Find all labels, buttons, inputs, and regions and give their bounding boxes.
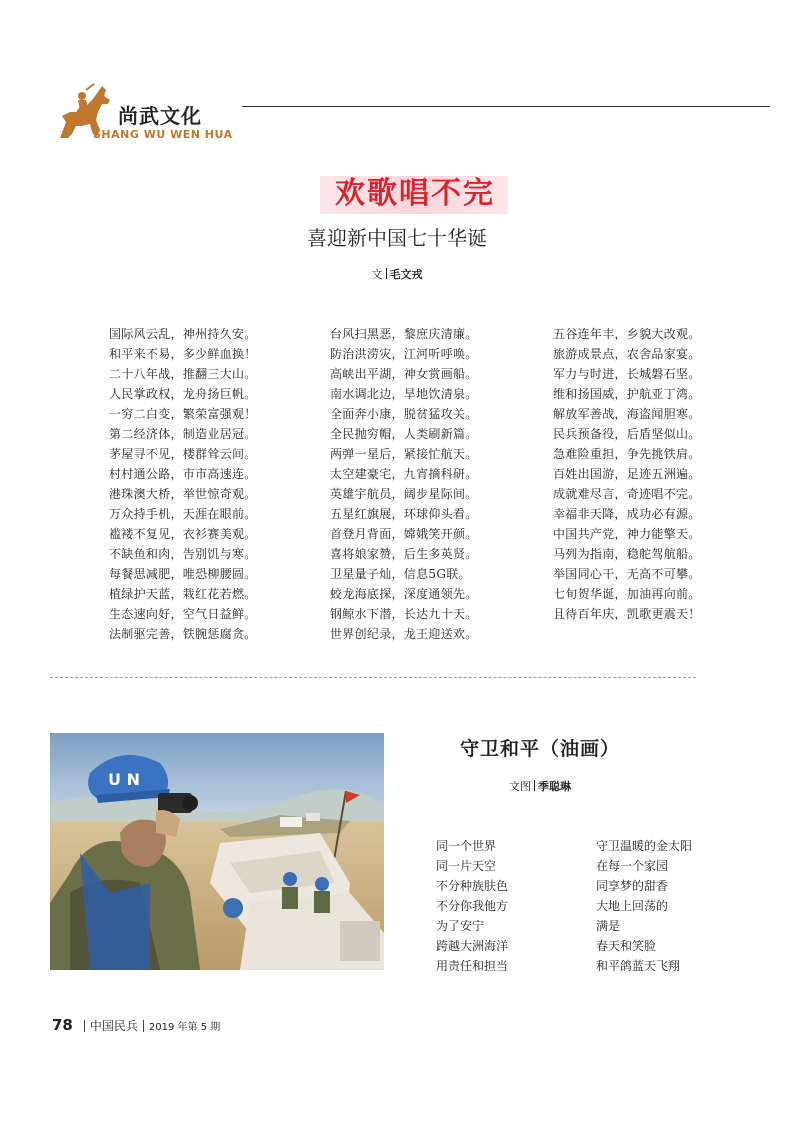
peacekeeper-oil-painting [50,733,384,970]
poem-line: 每餐思减肥，唯恐柳腰圆。 [109,567,257,581]
poem-line: 二十八年战，推翻三大山。 [109,367,257,381]
poem-line: 首登月背面，嫦娥笑开颜。 [330,527,478,541]
poem-line: 不分种族肤色 [436,879,509,893]
poem-line: 同一片天空 [436,859,497,873]
poem-line: 同一个世界 [436,839,497,853]
poem-line: 人民掌政权，龙舟扬巨帆。 [109,387,257,401]
poem-line: 喜将娘家赞，后生多英贤。 [330,547,478,561]
poem-column-3 [553,324,701,624]
poem-line: 世界创纪录，龙王迎送欢。 [330,627,478,641]
poem-line: 跨越大洲海洋 [436,939,509,953]
article-title-block [320,174,510,214]
article-title: 欢歌唱不完 [335,176,495,211]
poem-line: 民兵预备役，后盾坚似山。 [553,427,701,441]
poem-line: 幸福非天降，成功必有源。 [553,507,701,521]
poem-line: 大地上回荡的 [596,899,669,913]
poem-line: 蛟龙海底探，深度通领先。 [330,587,478,601]
magazine-name: 中国民兵 [89,1019,138,1033]
poem-line: 满是 [596,919,621,933]
poem-line: 五谷连年丰，乡貌大改观。 [553,327,701,341]
page-number: 78 [52,1016,73,1034]
poem-line: 法制驱完善，铁腕惩腐贪。 [109,627,257,641]
poem-line: 春天和笑脸 [596,939,657,953]
poem-line: 举国同心干，无高不可攀。 [553,567,701,581]
poem-line: 村村通公路，市市高速连。 [109,467,257,481]
poem-line: 和平来不易，多少鲜血换！ [109,347,257,361]
article-subtitle: 喜迎新中国七十华诞 [307,226,487,250]
poem-line: 和平鸽蓝天飞翔 [596,959,681,973]
poem-line: 急难险重担，争先挑铁肩。 [553,447,701,461]
section-divider [50,677,696,678]
poem-line: 七旬贺华诞，加油再向前。 [553,587,701,601]
poem-line: 生态速向好，空气日益鲜。 [109,607,257,621]
issue-label: 2019 年第 5 期 [148,1022,221,1033]
poem-line: 马列为指南，稳舵驾航船。 [553,547,701,561]
poem-line: 港珠澳大桥，举世惊奇观。 [109,487,257,501]
painting-poem-byline [470,778,610,794]
helmet-un-text: U N [108,770,140,789]
poem-line: 百姓出国游，足迹五洲遍。 [553,467,701,481]
article-byline [300,266,494,282]
poem-line: 五星红旗展，环球仰头看。 [330,507,478,521]
header-divider [242,106,770,107]
byline-author: 毛文戎 [389,268,423,281]
poem-line: 褴褛不复见，衣衫赛美观。 [109,527,257,541]
poem-line: 国际风云乱，神州持久安。 [109,327,257,341]
poem-line: 茅屋寻不见，楼群耸云间。 [109,447,257,461]
section-brand-chinese: 尚武文化 [118,104,202,128]
poem-line: 英雄宇航员，阔步星际间。 [330,487,478,501]
poem-line: 旅游成景点，农舍品家宴。 [553,347,701,361]
poem-line: 中国共产党，神力能擎天。 [553,527,701,541]
poem-line: 两弹一星后，紧接忙航天。 [330,447,478,461]
poem-line: 解放军善战，海盗闻胆寒。 [553,407,701,421]
poem-line: 全民抛穷帽，人类刷新篇。 [330,427,478,441]
poem-line: 守卫温暖的金太阳 [596,839,693,853]
poem-line: 台风扫黑恶，黎庶庆清廉。 [330,327,478,341]
poem-line: 全面奔小康，脱贫猛攻关。 [330,407,478,421]
poem-line: 且待百年庆，凯歌更震天！ [553,607,701,621]
poem-line: 南水调北边，旱地饮清泉。 [330,387,478,401]
poem-line: 防治洪涝灾，江河听呼唤。 [330,347,478,361]
page-footer [52,1016,220,1034]
painting-poem-column-left [436,836,508,976]
poem-line: 用责任和担当 [436,959,509,973]
poem-line: 一穷二白变，繁荣富强观！ [109,407,257,421]
poem-line: 不分你我他方 [436,899,509,913]
poem-line: 太空建豪宅，九宵摘科研。 [330,467,478,481]
poem-line: 高峡出平湖，神女赏画船。 [330,367,478,381]
poem-line: 成就难尽言，奇迹唱不完。 [553,487,701,501]
byline-prefix: 文 [371,268,383,281]
painting-poem-column-right [596,836,692,976]
poem-line: 第二经济体，制造业居冠。 [109,427,257,441]
footer-separator [84,1020,85,1032]
byline-separator [386,268,387,279]
poem-line: 维和扬国威，护航亚丁湾。 [553,387,701,401]
poem-line: 不缺鱼和肉，告别饥与寒。 [109,547,257,561]
poem-line: 万众持手机，天涯在眼前。 [109,507,257,521]
footer-separator [143,1020,144,1032]
poem-line: 钢鲸水下潜，长达九十天。 [330,607,478,621]
painting-poem-title: 守卫和平（油画） [459,738,620,760]
section-brand-pinyin: SHANG WU WEN HUA [93,128,233,141]
poem-column-1 [109,324,257,644]
poem-line: 同享梦的甜香 [596,879,669,893]
byline-separator [534,780,535,791]
poem-line: 为了安宁 [436,919,485,933]
poem-line: 植绿护天蓝，栽红花若燃。 [109,587,257,601]
poem-line: 在每一个家园 [596,859,669,873]
poem-line: 卫星量子灿，信息5G联。 [330,567,471,581]
byline-prefix: 文图 [509,780,531,793]
poem-line: 军力与时进，长城磐石坚。 [553,367,701,381]
poem-column-2 [330,324,478,644]
byline-author: 季聪琳 [538,780,571,793]
